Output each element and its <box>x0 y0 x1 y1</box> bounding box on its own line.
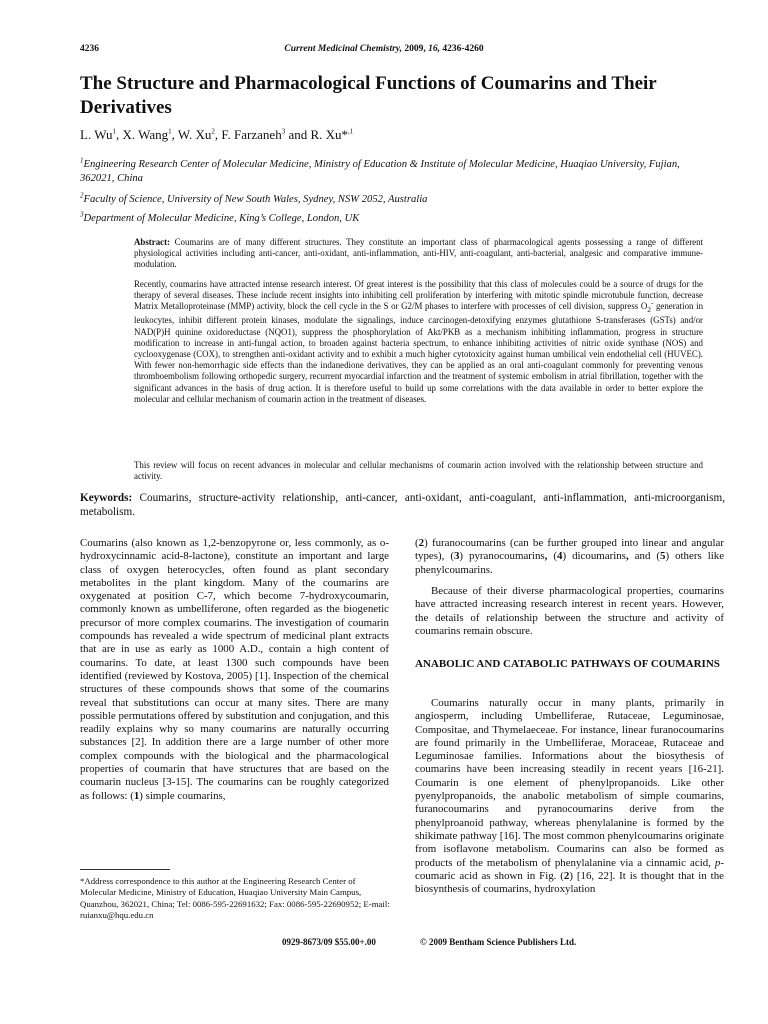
body-text: -coumaric acid as shown in Fig. ( <box>415 856 724 882</box>
body-text: Coumarins (also known as 1,2-benzopyrone or, less commonly, as o-hydroxycinnamic acid-8-lactone), constitute an important and large class of oxygen heterocycles, often found as plant secondary metabolites in the plant kingdom. Many of the coumarins are oxygenated at position C-7, which become 7-hydroxycoumarin, commonly known as umbelliferone, often regarded as the biogenetic precursor of more complex coumarins. The investigation of coumarin compounds has revealed a wide spectrum of medicinal plant extracts that are in use as early as 1000 A.D., contain a high content of coumarins. To date, at least 1300 such compounds have been identified (reviewed by Kostova, 2005) [1]. Inspection of the chemical structures of these compounds shows that some of the coumarins reveal that substitutions can occur at many sites. There are many possible permutations offered by substitution and conjugation, and this readily explains why so many coumarins are naturally occurring substances [2]. In addition there are a large number of other more complex compounds with the biological and the pharmacological properties of coumarin that have structures that are based on the coumarin nucleus [3-15]. The coumarins can be roughly categorized as follows: ( <box>80 537 389 802</box>
author-affiliation-mark: 1 <box>112 127 116 136</box>
abstract-text: Recently, coumarins have attracted intense research interest. Of great interest is the possibility that this class of molecules could be a source of drugs for the therapy of several diseases. These include recent insights into inhibiting cell proliferation by interfering with mitotic spindle microtubule function, decrease Matrix Metalloproteinase (MMP) activity, block the cell cycle in the S or G2/M phases to interfere with processes of cell division, suppress O <box>134 279 703 312</box>
page-number: 4236 <box>80 44 99 54</box>
affiliation-text: Faculty of Science, University of New South Wales, Sydney, NSW 2052, Australia <box>83 194 428 205</box>
body-text: ( <box>415 537 419 549</box>
body-text-bold: , <box>625 550 629 563</box>
affiliation-2 <box>80 193 710 207</box>
author-name: R. Xu* <box>310 127 349 142</box>
abstract-paragraph-3: This review will focus on recent advances in molecular and cellular mechanisms of coumarin action involved with the relationship between structure and activity. <box>134 460 703 482</box>
author-separator: , <box>171 127 178 142</box>
category-number: 2 <box>418 537 425 549</box>
body-text: ) simple coumarins, <box>139 789 226 802</box>
body-right-paragraph-2: Because of their diverse pharmacological properties, coumarins have attracted increasing research interest in recent years. However, the details of relationship between the structure and activity of coumarins remain obscure. <box>415 585 724 637</box>
body-left-column <box>80 537 389 803</box>
body-text: ) others like phenylcoumarins. <box>415 550 725 576</box>
issn-price: 0929-8673/09 $55.00+.00 <box>282 937 376 947</box>
author-separator: , <box>115 127 123 142</box>
keywords <box>80 491 725 519</box>
affiliation-number: 1 <box>80 156 84 165</box>
author-name: F. Farzaneh <box>221 127 282 142</box>
affiliation-text: Engineering Research Center of Molecular Medicine, Ministry of Education & Institute of Molecular Medicine, Huaqiao University, Fujian, 362021, China <box>80 159 680 184</box>
abstract-paragraph-2 <box>134 279 703 405</box>
affiliation-3 <box>80 212 710 226</box>
author-name: W. Xu <box>177 127 212 142</box>
author-affiliation-mark: 1 <box>168 127 172 136</box>
category-number: 3 <box>453 550 460 563</box>
copyright-notice: © 2009 Bentham Science Publishers Ltd. <box>420 937 577 947</box>
category-number: 5 <box>660 550 666 563</box>
affiliation-1 <box>80 158 710 186</box>
body-text: ) [16, 22]. It is thought that in the biosynthesis of coumarins, hydroxylation <box>415 869 724 896</box>
category-number: 4 <box>557 550 563 563</box>
abstract-text: generation in leukocytes, inhibit different protein kinases, modulate the signalings, induce carcinogen-detoxifying enzymes glutathione S-transferases (GSTs) and/or NAD(P)H quinine oxidoreductase (NQO1), suppress the phosphorylation of Akt/PKB as a mechanism inhibiting inflammation, progress in structure modification to increase in anti-fungal action, to broaden against bacteria spectrum, to enhance inhibiting activities of nitric oxide synthase (NOS) and cyclooxygenase (COX), to strengthen anti-oxidant activity and to exhibit a much higher cytotoxicity against human umbilical vein endothelial cell (HUVEC). With fewer non-hemorrhagic side effects than the indanedione derivatives, they can be applied as an oral anti-coagulant commonly for preventing venous thromboembolism following orthopedic surgery, recurrent myocardial infarction and the treatment of systemic embolism in atrial fibrillation, together with the significant advances in the basis of drug action. It is therefore useful to build up some correlations with the data available in order to better explore the molecular and cellular mechanism of coumarin action in the treatment of diseases. <box>134 301 704 404</box>
author-name: X. Wang <box>122 127 169 142</box>
article-title: The Structure and Pharmacological Functions of Coumarins and Their Derivatives <box>80 73 657 118</box>
affiliation-number: 3 <box>80 210 84 219</box>
body-text: ( <box>547 550 558 563</box>
body-text: ) pyranocoumarins <box>459 550 545 563</box>
abstract-text: Coumarins are of many different structures. They constitute an important class of pharmacological agents possessing a range of different physiological activities including anti-cancer, anti-oxidant, anti-inflammation, anti-HIV, anti-coagulant, anti-bacterial, analgesic and comparative immune-modulation. <box>134 237 703 270</box>
journal-name: Current Medicinal Chemistry, <box>284 44 403 54</box>
abstract-paragraph-1 <box>134 237 703 271</box>
author-affiliation-mark: 2 <box>211 127 215 136</box>
category-number: 1 <box>133 789 140 802</box>
keywords-label: Keywords: <box>80 492 133 504</box>
body-text: and ( <box>628 550 661 563</box>
body-text: Coumarins naturally occur in many plants, primarily in angiosperm, including Umbelliferae, Rutaceae, Leguminosae, Compositae, and Thymelaeceae. For instance, linear furanocoumarins are found primarily in the Umbelliferae, Moraceae, Rutaceae and Leguminosae families. Informations about the biosythesis of coumarins have been increasing steadily in recent years [16-21]. Coumarin is one element of phenylpropanoids. Like other pyenylpropanoids, the anabolic metabolism of simple coumarins, furanocoumarins and pyranocoumarins derive from the phenylproanoid pathway, whereas phenylalanine is formed by the shikimate pathway [16]. The most common phenylcoumarins originate from isoflavone metabolism. Coumarins can also be formed as products of the metabolism of phenylalanine via a cinnamic acid, <box>415 697 724 869</box>
section-heading: ANABOLIC AND CATABOLIC PATHWAYS OF COUMARINS <box>415 658 720 670</box>
body-right-paragraph-1 <box>415 537 724 577</box>
subscript: 2 <box>647 305 651 315</box>
body-text-bold: , <box>544 550 548 563</box>
running-head <box>80 44 688 60</box>
author-list <box>80 127 680 143</box>
journal-pages: 4236-4260 <box>442 44 484 54</box>
affiliation-text: Department of Molecular Medicine, King’s College, London, UK <box>83 213 360 224</box>
journal-citation <box>80 44 688 54</box>
keywords-text: Coumarins, structure-activity relationship, anti-cancer, anti-oxidant, anti-coagulant, anti-inflammation, anti-microorganism, metabolism. <box>80 492 725 518</box>
author-affiliation-mark: ,1 <box>348 127 354 136</box>
affiliation-number: 2 <box>80 191 84 200</box>
author-separator: , <box>214 127 222 142</box>
correspondence-footnote: *Address correspondence to this author at the Engineering Research Center of Molecular Medicine, Ministry of Education, Huaqiao University Main Campus, Quanzhou, 362021, China; Tel: 0086-595-22691632; Fax: 0086-595-22690952; E-mail: ruianxu@hqu.edu.cn <box>80 876 390 920</box>
superscript: - <box>651 299 654 308</box>
author-separator: and <box>285 127 311 142</box>
body-text: ) furanocoumarins (can be further grouped into linear and angular types), ( <box>415 537 724 563</box>
body-right-paragraph-3 <box>415 697 724 896</box>
abstract-label: Abstract: <box>134 237 170 247</box>
journal-volume: 16, <box>428 44 441 54</box>
figure-reference: 2 <box>563 869 570 882</box>
body-text: ) dicoumarins <box>562 550 626 563</box>
author-name: L. Wu <box>80 127 113 142</box>
journal-year: 2009, <box>404 44 426 54</box>
author-affiliation-mark: 3 <box>281 127 286 136</box>
body-text-italic: p <box>714 856 721 869</box>
footnote-divider <box>80 869 170 870</box>
